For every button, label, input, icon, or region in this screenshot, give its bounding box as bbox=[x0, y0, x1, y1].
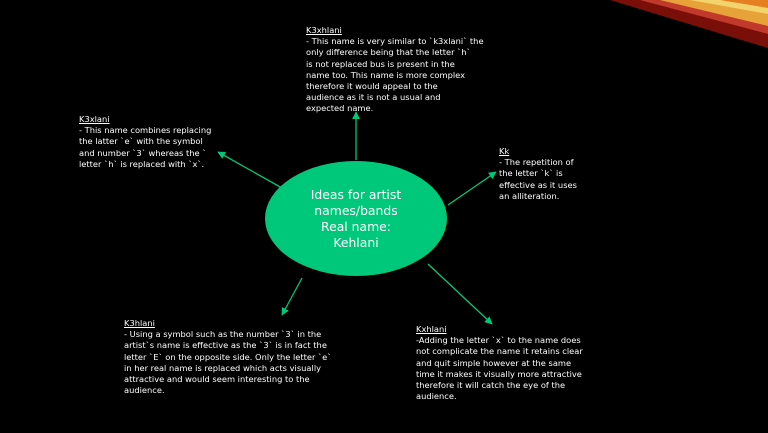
node-right bbox=[499, 146, 609, 202]
center-line-3: Real name: bbox=[321, 218, 391, 234]
node-bottom-left bbox=[124, 318, 374, 396]
node-bottom-right bbox=[416, 324, 616, 402]
node-top-title: K3xhlani bbox=[306, 25, 342, 35]
node-left bbox=[79, 114, 244, 170]
node-bottom-left-title: K3hlani bbox=[124, 318, 155, 328]
node-right-body: - The repetition of the letter `k` is effective as it uses an alliteration. bbox=[499, 157, 577, 201]
arrow-to-right bbox=[448, 172, 496, 205]
node-bottom-left-body: - Using a symbol such as the number `3` in the artist`s name is effective as the `3` is in fact the letter `E` on the opposite side. Only the letter `e` in her real name is replaced which acts visually attractive and would seem interesting to the audience. bbox=[124, 329, 332, 396]
center-line-4: Kehlani bbox=[333, 234, 379, 250]
arrow-to-bottom-left bbox=[282, 278, 302, 315]
center-line-2: names/bands bbox=[314, 202, 398, 218]
node-right-title: Kk bbox=[499, 146, 510, 156]
center-ellipse bbox=[265, 161, 447, 276]
node-top-body: - This name is very similar to `k3xlani` the only difference being that the letter `h` is not replaced bus is present in the name too. This name is more complex therefore it would appeal to the audience as it is not a usual and expected name. bbox=[306, 36, 484, 114]
node-left-title: K3xlani bbox=[79, 114, 110, 124]
center-line-1: Ideas for artist bbox=[310, 186, 402, 202]
node-top bbox=[306, 25, 536, 115]
node-left-body: - This name combines replacing the latter `e` with the symbol and number `3` whereas the ` letter `h` is replaced with `x`. bbox=[79, 125, 212, 169]
node-bottom-right-body: -Adding the letter `x` to the name does not complicate the name it retains clear and quit simple however at the same time it makes it visually more attractive therefore it will catch the eye of the audience. bbox=[416, 335, 583, 402]
node-bottom-right-title: Kxhlani bbox=[416, 324, 447, 334]
arrow-to-bottom-right bbox=[428, 264, 492, 324]
